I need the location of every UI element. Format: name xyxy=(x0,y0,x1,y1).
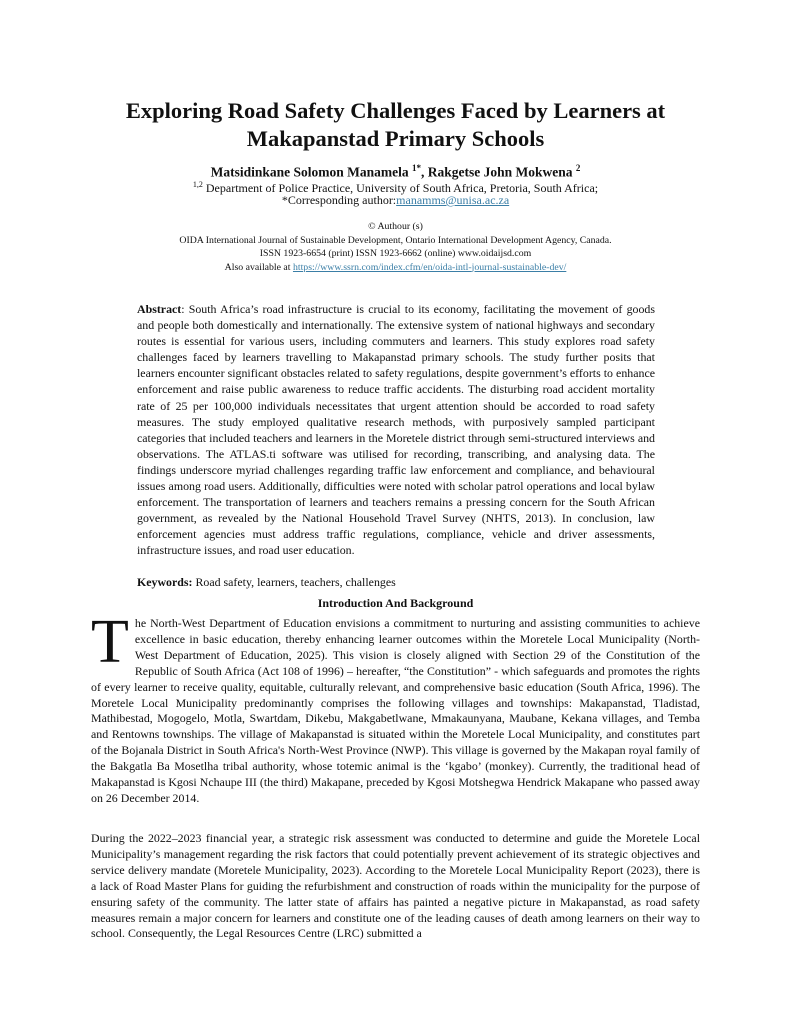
affiliation-superscript: 1,2 xyxy=(192,180,203,189)
author-superscript: 2 xyxy=(575,163,581,173)
ssrn-link[interactable]: https://www.ssrn.com/index.cfm/en/oida-intl-journal-sustainable-dev/ xyxy=(292,261,567,273)
corresponding-author xyxy=(80,193,711,208)
keywords-text: Road safety, learners, teachers, challenges xyxy=(192,575,396,589)
publication-info xyxy=(80,220,711,274)
paper-title: Exploring Road Safety Challenges Faced by Learners at Makapanstad Primary Schools xyxy=(125,98,666,151)
author-name: Rakgetse John Mokwena xyxy=(427,164,573,180)
issn-line: ISSN 1923-6654 (print) ISSN 1923-6662 (online) www.oidaijsd.com xyxy=(259,248,532,259)
section-heading: Introduction And Background xyxy=(317,596,474,610)
author-name: Matsidinkane Solomon Manamela xyxy=(210,164,409,180)
author-superscript: 1* xyxy=(412,163,421,173)
affiliation-text: Department of Police Practice, University of South Africa, Pretoria, South Africa; xyxy=(202,181,599,195)
abstract-label: Abstract xyxy=(137,302,182,316)
paragraph-text: he North-West Department of Education envisions a commitment to nurturing and assisting communities to achieve excellence in basic education, thereby enhancing learner outcomes within the Moretele Local Municipality (North-West Department of Education, 2025). This vision is closely aligned with Section 29 of the Constitution of the Republic of South Africa (Act 108 of 1996) – hereafter, “the Constitution” - which safeguards and promotes the rights of every learner to receive quality, equitable, culturally relevant, and comprehensive basic education (South Africa, 1996). The Moretele Local Municipality predominantly comprises the following villages and townships: Makapanstad, Tladistad, Mathibestad, Mogogelo, Motla, Swartdam, Dikebu, Makgabetlwane, Mmakaunyana, Maubane, Kekana villages, and Temba and Rentowns townships. The village of Makapanstad is situated within the Moretele Local Municipality, and constitutes part of the Bojanala District in South Africa's North-West Province (NWP). This village is governed by the Makapan royal family of the Bakgatla Ba Mosetlha tribal authority, whose totemic animal is the ‘kgabo’ (monkey). Currently, the traditional head of Makapanstad is Kgosi Nchaupe III (the third) Makapane, preceded by Kgosi Motshegwa Hendrick Makapane who passed away on 26 December 2014. xyxy=(91,616,700,805)
drop-cap: T xyxy=(91,608,129,676)
keywords xyxy=(137,575,655,590)
corresponding-email-link[interactable]: manamms@unisa.ac.za xyxy=(396,193,510,207)
abstract xyxy=(137,301,655,559)
corresponding-label: *Corresponding author: xyxy=(281,193,397,207)
keywords-label: Keywords: xyxy=(137,575,193,589)
author-separator: , xyxy=(421,164,428,180)
body-paragraph xyxy=(91,608,700,807)
paragraph-text: During the 2022–2023 financial year, a strategic risk assessment was conducted to determine and guide the Moretele Local Municipality’s management regarding the risk factors that could potentially prevent achievement of its strategic objectives and service delivery mandate (Moretele Municipality, 2023). According to the Moretele Local Municipality Report (2023), there is a lack of Road Master Plans for guiding the refurbishment and construction of roads within the municipality for the purpose of ensuring safety of the community. The latter state of affairs has painted a negative picture in Makapanstad, as road safety measures remain a major concern for learners and constitute one of the leading causes of death among learners on their way to school. Consequently, the Legal Resources Centre (LRC) submitted a xyxy=(91,831,700,941)
journal-line: OIDA International Journal of Sustainable Development, Ontario International Development Agency, Canada. xyxy=(179,234,612,246)
availability-line xyxy=(80,261,711,275)
abstract-text: : South Africa’s road infrastructure is crucial to its economy, facilitating the movement of goods and people both domestically and internationally. The extensive system of national highways and secondary routes is essential for various users, including commuters and learners. This study explores road safety challenges faced by learners travelling to Makapanstad primary schools. The study further posits that learners encounter significant obstacles related to safety regulations, despite government’s efforts to enhance enforcement and raise public awareness to reduce traffic accidents. The disturbing road accident mortality rate of 25 per 100,000 individuals necessitates that urgent attention should be accorded to road safety measures. The study employed qualitative research methods, with purposively sampled participant categories that included teachers and learners in the Moretele district through semi-structured interviews and observations. The ATLAS.ti software was utilised for recording, transcribing, and analysing data. The findings underscore myriad challenges regarding traffic law enforcement and compliance, and behavioural issues among road users. Additionally, difficulties were noted with scholar patrol operations and local bylaw enforcement. The transportation of learners and teachers remains a pressing concern for the South African government, as revealed by the National Household Travel Survey (NHTS, 2013). In conclusion, law enforcement agencies must address traffic regulations, compliance, vehicle and driver assessments, infrastructure issues, and road user education. xyxy=(137,302,655,558)
availability-label: Also available at xyxy=(224,261,293,273)
copyright-line: © Authour (s) xyxy=(368,221,423,232)
body-paragraph xyxy=(91,831,700,942)
